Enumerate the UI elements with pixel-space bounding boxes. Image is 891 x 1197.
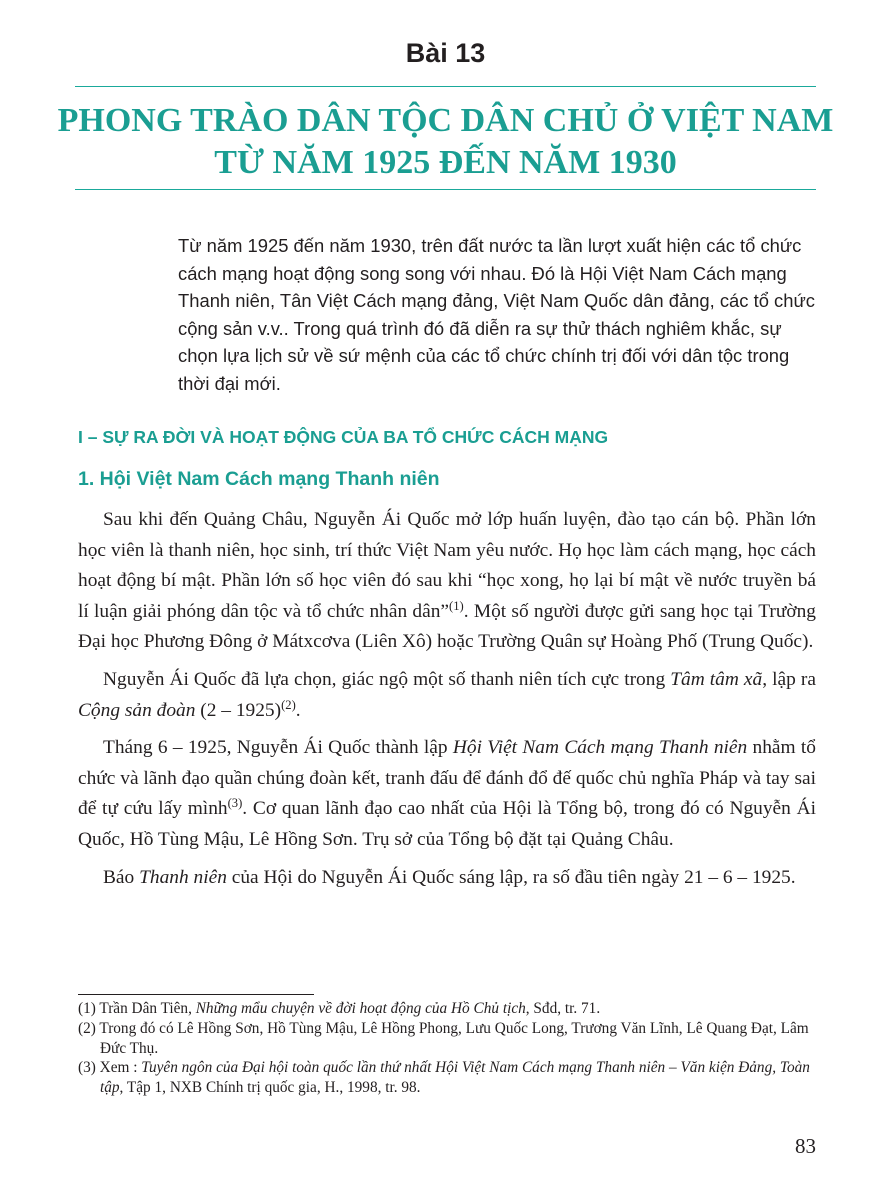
title-line-1: PHONG TRÀO DÂN TỘC DÂN CHỦ Ở VIỆT NAM bbox=[57, 102, 834, 139]
paragraph-3-text-c: . Cơ quan lãnh đạo cao nhất của Hội là Tổng bộ, trong đó có Nguyễn Ái Quốc, Hồ Tùng Mậu, Lê Hồng Sơn. Trụ sở của Tổng bộ đặt tại Quảng Châu. bbox=[78, 798, 816, 850]
paragraph-2-text-a: Nguyễn Ái Quốc đã lựa chọn, giác ngộ một số thanh niên tích cực trong bbox=[103, 668, 671, 690]
paragraph-3-text-a: Tháng 6 – 1925, Nguyễn Ái Quốc thành lập bbox=[103, 737, 453, 759]
footnotes bbox=[78, 999, 818, 1098]
paragraph-3-text-b: nhằm tổ chức và lãnh đạo quần chúng đoàn kết, tranh đấu để đánh đổ đế quốc chủ nghĩa Pháp và tay sai để tự cứu lấy mình bbox=[78, 737, 816, 820]
subsection-heading: 1. Hội Việt Nam Cách mạng Thanh niên bbox=[78, 468, 440, 490]
term-cong-san-doan: Cộng sản đoàn bbox=[78, 699, 196, 721]
paragraph-1-tail: . Một số người được gửi sang học tại Trường Đại học Phương Đông ở Mátxcơva (Liên Xô) hoặc Trường Quân sự Hoàng Phố (Trung Quốc). bbox=[78, 600, 816, 653]
paragraph-1-text: Sau khi đến Quảng Châu, Nguyễn Ái Quốc mở lớp huấn luyện, đào tạo cán bộ. Phần lớn học viên là thanh niên, học sinh, trí thức Việt Nam yêu nước. Họ học làm cách mạng, học cách hoạt động bí mật. Phần lớn số học viên đó sau khi “học xong, họ lại bí mật về nước truyền bá lí luận giải phóng dân tộc và tổ chức nhân dân” bbox=[78, 509, 816, 622]
paragraph-4-text-b: của Hội do Nguyễn Ái Quốc sáng lập, ra số đầu tiên ngày 21 – 6 – 1925. bbox=[226, 866, 796, 888]
footnote-ref-2: (2) bbox=[281, 697, 296, 712]
term-hoi-vn-cmtn: Hội Việt Nam Cách mạng Thanh niên bbox=[452, 737, 748, 759]
footnote-3-text-a: (3) Xem : bbox=[78, 1059, 142, 1077]
title-top-rule bbox=[75, 86, 816, 87]
lesson-title bbox=[0, 100, 891, 184]
lesson-label: Bài 13 bbox=[405, 38, 486, 68]
body-text bbox=[78, 505, 816, 900]
title-line-2: TỪ NĂM 1925 ĐẾN NĂM 1930 bbox=[214, 144, 677, 181]
footnote-ref-3: (3) bbox=[227, 796, 243, 811]
paragraph-4-text-a: Báo bbox=[103, 866, 140, 888]
term-bao-thanh-nien: Thanh niên bbox=[139, 866, 227, 888]
footnote-2 bbox=[78, 1019, 818, 1059]
footnote-3-title: Tuyên ngôn của Đại hội toàn quốc lần thứ nhất Hội Việt Nam Cách mạng Thanh niên – Văn kiện Đảng, Toàn tập bbox=[100, 1059, 810, 1097]
paragraph-1 bbox=[78, 505, 816, 658]
footnote-3-text-b: , Tập 1, NXB Chính trị quốc gia, H., 1998, tr. 98. bbox=[119, 1079, 421, 1097]
footnote-ref-1: (1) bbox=[449, 598, 464, 613]
term-tam-tam-xa: Tâm tâm xã bbox=[670, 668, 763, 690]
paragraph-2-text-c: (2 – 1925) bbox=[195, 699, 282, 721]
footnote-1-title: Những mẩu chuyện về đời hoạt động của Hồ Chủ tịch bbox=[195, 1000, 526, 1017]
footnote-1-text-b: , Sđd, tr. 71. bbox=[525, 1000, 601, 1017]
footnote-1 bbox=[78, 999, 818, 1019]
paragraph-2 bbox=[78, 665, 816, 726]
page-number: 83 bbox=[795, 1134, 816, 1158]
footnote-3 bbox=[78, 1058, 818, 1098]
paragraph-2-text-d: . bbox=[295, 699, 301, 721]
paragraph-3 bbox=[78, 733, 816, 855]
footnote-1-text-a: (1) Trần Dân Tiên, bbox=[78, 1000, 196, 1017]
section-heading: I – SỰ RA ĐỜI VÀ HOẠT ĐỘNG CỦA BA TỔ CHỨC CÁCH MẠNG bbox=[78, 427, 609, 447]
paragraph-4 bbox=[78, 863, 816, 894]
paragraph-2-text-b: , lập ra bbox=[762, 668, 816, 690]
footnote-divider bbox=[78, 994, 314, 995]
intro-paragraph: Từ năm 1925 đến năm 1930, trên đất nước ta lần lượt xuất hiện các tổ chức cách mạng hoạt động song song với nhau. Đó là Hội Việt Nam Cách mạng Thanh niên, Tân Việt Cách mạng đảng, Việt Nam Quốc dân đảng, các tổ chức cộng sản v.v.. Trong quá trình đó đã diễn ra sự thử thách nghiêm khắc, sự chọn lựa lịch sử về sứ mệnh của các tổ chức chính trị đối với dân tộc trong thời đại mới. bbox=[178, 235, 815, 394]
title-bottom-rule bbox=[75, 189, 816, 190]
footnote-2-text: (2) Trong đó có Lê Hồng Sơn, Hồ Tùng Mậu, Lê Hồng Phong, Lưu Quốc Long, Trương Văn Lĩnh, Lê Quang Đạt, Lâm Đức Thụ. bbox=[78, 1019, 809, 1057]
